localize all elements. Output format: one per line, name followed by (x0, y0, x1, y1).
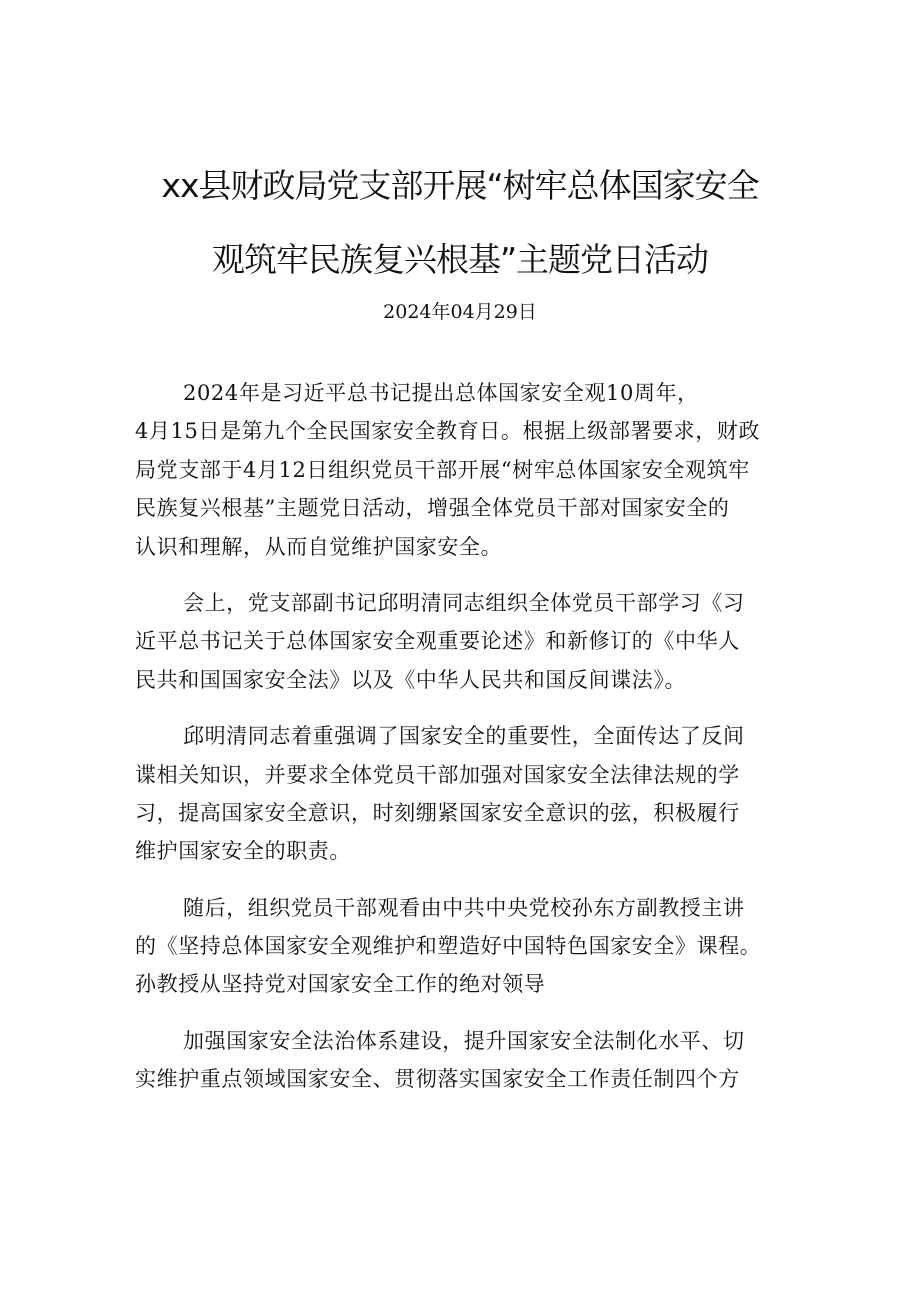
document-date: 2024年04月29日 (383, 301, 537, 323)
paragraph-line: 孙教授从坚持党对国家安全工作的绝对领导 (135, 972, 546, 997)
paragraph-line: 民族复兴根基”主题党日活动，增强全体党员干部对国家安全的 (135, 496, 730, 521)
paragraph-line: 认识和理解，从而自觉维护国家安全。 (135, 534, 503, 559)
paragraph-line: 会上，党支部副书记邱明清同志组织全体党员干部学习《习 (183, 590, 745, 615)
document-title-line-1: xx县财政局党支部开展“树牢总体国家安全 (161, 166, 759, 205)
paragraph-line: 谍相关知识，并要求全体党员干部加强对国家安全法律法规的学 (135, 762, 740, 787)
paragraph-line: 局党支部于4月12日组织党员干部开展“树牢总体国家安全观筑牢 (135, 457, 750, 482)
paragraph-5 (135, 1022, 795, 1099)
paragraph-line: 实维护重点领域国家安全、贯彻落实国家安全工作责任制四个方 (135, 1067, 740, 1092)
paragraph-line: 随后，组织党员干部观看由中共中央党校孙东方副教授主讲 (183, 895, 745, 920)
paragraph-line: 4月15日是第九个全民国家安全教育日。根据上级部署要求，财政 (135, 419, 761, 444)
paragraph-line: 2024年是习近平总书记提出总体国家安全观10周年， (183, 381, 699, 405)
paragraph-3 (135, 717, 795, 871)
paragraph-line: 习，提高国家安全意识，时刻绷紧国家安全意识的弦，积极履行 (135, 800, 740, 825)
paragraph-line: 的《坚持总体国家安全观维护和塑造好中国特色国家安全》课程。 (135, 934, 762, 959)
paragraph-4 (135, 889, 795, 1004)
paragraph-1 (135, 374, 795, 566)
document-body (135, 374, 795, 1099)
paragraph-line: 民共和国国家安全法》以及《中华人民共和国反间谍法》。 (135, 667, 687, 692)
paragraph-line: 维护国家安全的职责。 (135, 839, 351, 864)
paragraph-2 (135, 584, 795, 699)
paragraph-line: 邱明清同志着重强调了国家安全的重要性，全面传达了反间 (183, 724, 745, 749)
paragraph-line: 近平总书记关于总体国家安全观重要论述》和新修订的《中华人 (135, 629, 740, 654)
paragraph-line: 加强国家安全法治体系建设，提升国家安全法制化水平、切 (183, 1028, 745, 1053)
document-title-line-2: 观筑牢民族复兴根基”主题党日活动 (211, 240, 709, 279)
